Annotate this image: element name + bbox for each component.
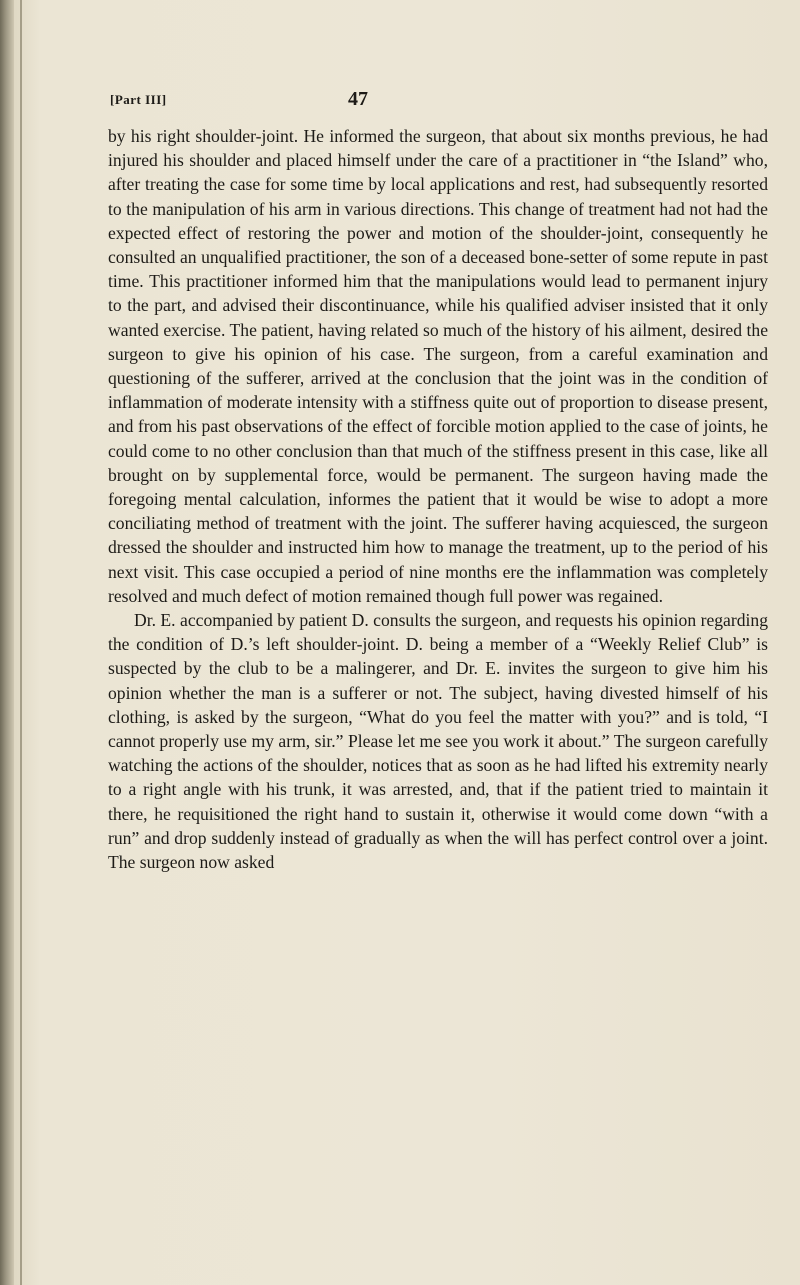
running-head (104, 88, 764, 118)
body-text (108, 124, 768, 874)
paragraph-continued: by his right shoulder-joint. He informed the surgeon, that about six months previous, he had injured his shoulder and placed himself under the care of a practitioner in “the Island” who, after treating the case for some time by local applications and rest, had subsequently resorted to the manipulation of his arm in various directions. This change of treatment had not had the expected effect of restoring the power and motion of the shoulder-joint, consequently he consulted an unqualified practitioner, the son of a deceased bone-setter of some repute in past time. This practitioner informed him that the manipulations would lead to permanent injury to the part, and advised their discontinuance, while his qualified adviser insisted that it only wanted exercise. The patient, having related so much of the history of his ailment, desired the surgeon to give his opinion of his case. The surgeon, from a careful examination and questioning of the sufferer, arrived at the conclusion that the joint was in the condition of inflammation of moderate intensity with a stiffness quite out of proportion to disease present, and from his past observations of the effect of forcible motion applied to the case of joints, he could come to no other conclusion than that much of the stiffness present in this case, like all brought on by supplemental force, would be permanent. The surgeon having made the foregoing mental calculation, informes the patient that it would be wise to adopt a more conciliating method of treatment with the joint. The sufferer having acquiesced, the surgeon dressed the shoulder and instructed him how to manage the treatment, up to the period of his next visit. This case occupied a period of nine months ere the inflammation was completely resolved and much defect of motion remained though full power was regained. (108, 126, 768, 606)
part-label: [Part III] (110, 92, 167, 107)
paragraph-case-dr-e: Dr. E. accompanied by patient D. consults the surgeon, and requests his opinion regarding the condition of D.’s left shoulder-joint. D. being a member of a “Weekly Relief Club” is suspected by the club to be a malingerer, and Dr. E. invites the surgeon to give him his opinion whether the man is a sufferer or not. The subject, having divested himself of his clothing, is asked by the surgeon, “What do you feel the matter with you?” and is told, “I cannot properly use my arm, sir.” Please let me see you work it about.” The surgeon carefully watching the actions of the shoulder, notices that as soon as he had lifted his extremity nearly to a right angle with his trunk, it was arrested, and, that if the patient tried to maintain it there, he requisitioned the right hand to sustain it, otherwise it would come down “with a run” and drop suddenly instead of gradually as when the will has perfect control over a joint. The surgeon now asked (108, 610, 768, 873)
book-spine-shadow (0, 0, 14, 1285)
page-number: 47 (348, 88, 368, 110)
binding-edge (20, 0, 22, 1285)
